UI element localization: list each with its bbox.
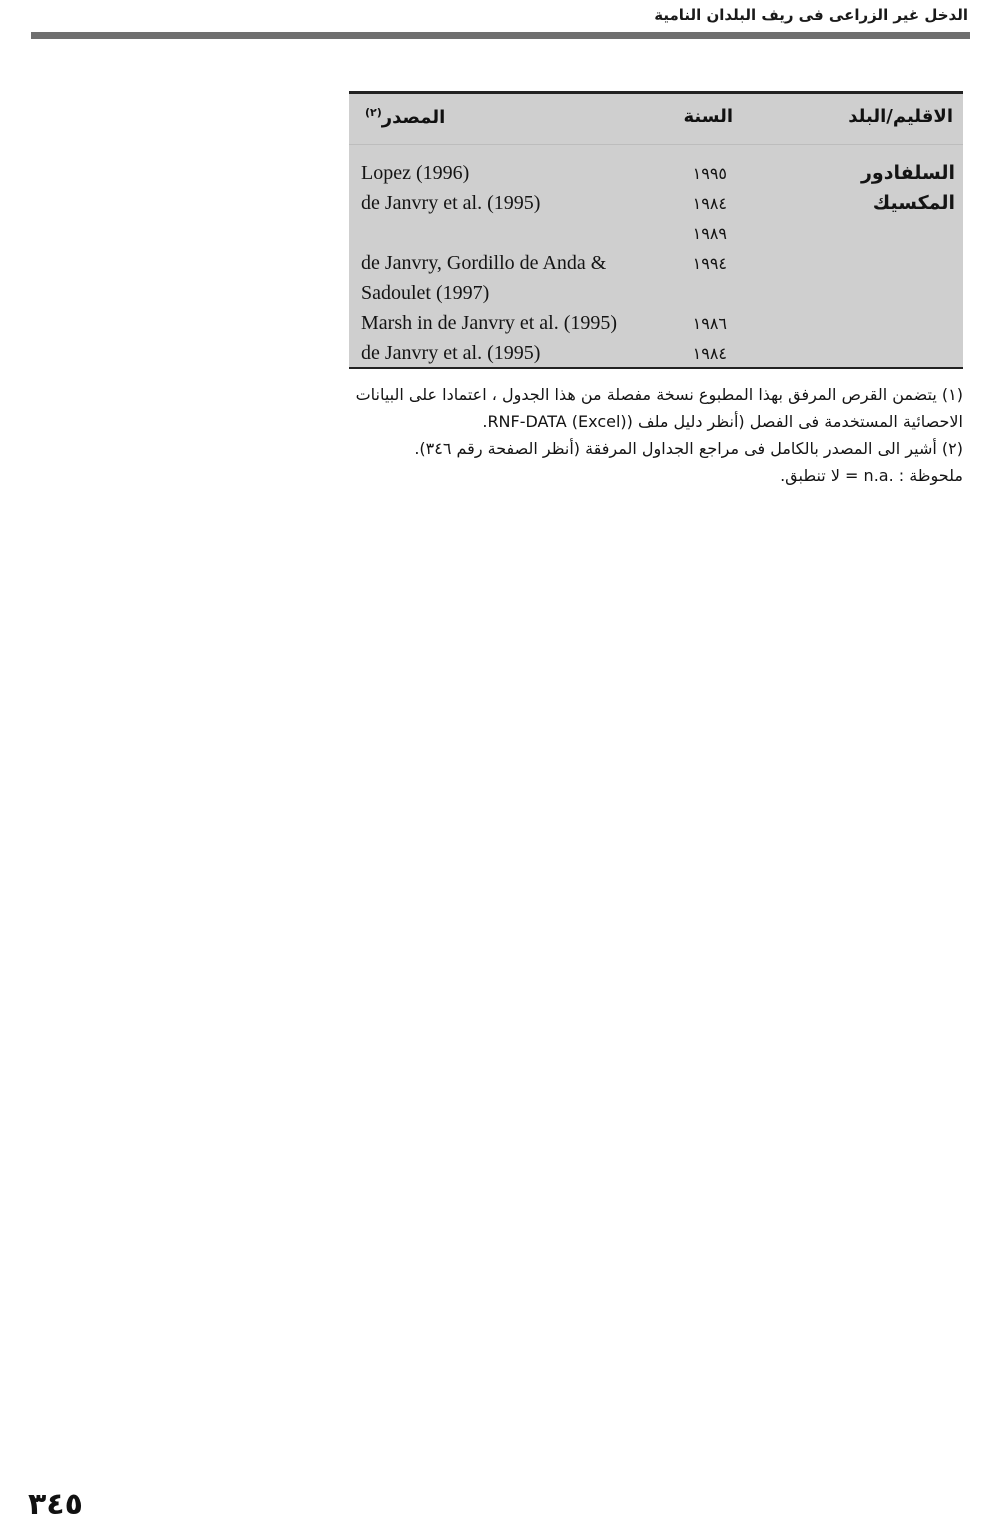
running-header-title: الدخل غير الزراعى فى ريف البلدان النامية [654,6,968,24]
note-1-line-2: الاحصائية المستخدمة فى الفصل (أنظر دليل ملف (RNF-DATA (Excel). [482,412,963,431]
table-row [349,252,963,282]
cell-year: ١٩٨٤ [692,194,727,213]
column-header-country: الاقليم/البلد [848,106,953,127]
cell-country: المكسيك [872,192,955,214]
table-row [349,162,963,192]
table-row [349,312,963,342]
column-header-source [361,106,445,128]
note-3: ملحوظة : .n.a = لا تنطبق. [780,466,963,485]
cell-year: ١٩٨٩ [692,224,727,243]
page-number: ٣٤٥ [28,1487,83,1522]
cell-source: Lopez (1996) [361,162,470,184]
cell-year: ١٩٨٤ [692,344,727,363]
cell-year: ١٩٨٦ [692,314,727,333]
source-footnote-marker: (٢) [365,106,382,119]
cell-country: السلفادور [860,162,955,184]
cell-source: de Janvry et al. (1995) [361,192,541,214]
note-1-line-1: (١) يتضمن القرص المرفق بهذا المطبوع نسخة مفصلة من هذا الجدول ، اعتمادا على البيانات [355,385,963,404]
cell-year: ١٩٩٥ [692,164,727,183]
cell-source: Sadoulet (1997) [361,282,490,304]
header-separator [349,144,963,145]
column-header-year: السنة [683,106,733,127]
cell-source: de Janvry et al. (1995) [361,342,541,364]
cell-source: Marsh in de Janvry et al. (1995) [361,312,618,334]
cell-year: ١٩٩٤ [692,254,727,273]
header-rule [31,32,970,39]
table-row [349,342,963,372]
table-row [349,192,963,222]
data-table [349,91,963,369]
table-notes [351,381,963,489]
table-row [349,222,963,252]
cell-source: de Janvry, Gordillo de Anda & [361,252,607,274]
column-header-source-label: المصدر [381,107,446,128]
note-2: (٢) أشير الى المصدر بالكامل فى مراجع الجداول المرفقة (أنظر الصفحة رقم ٣٤٦). [414,439,963,458]
table-row [349,282,963,312]
